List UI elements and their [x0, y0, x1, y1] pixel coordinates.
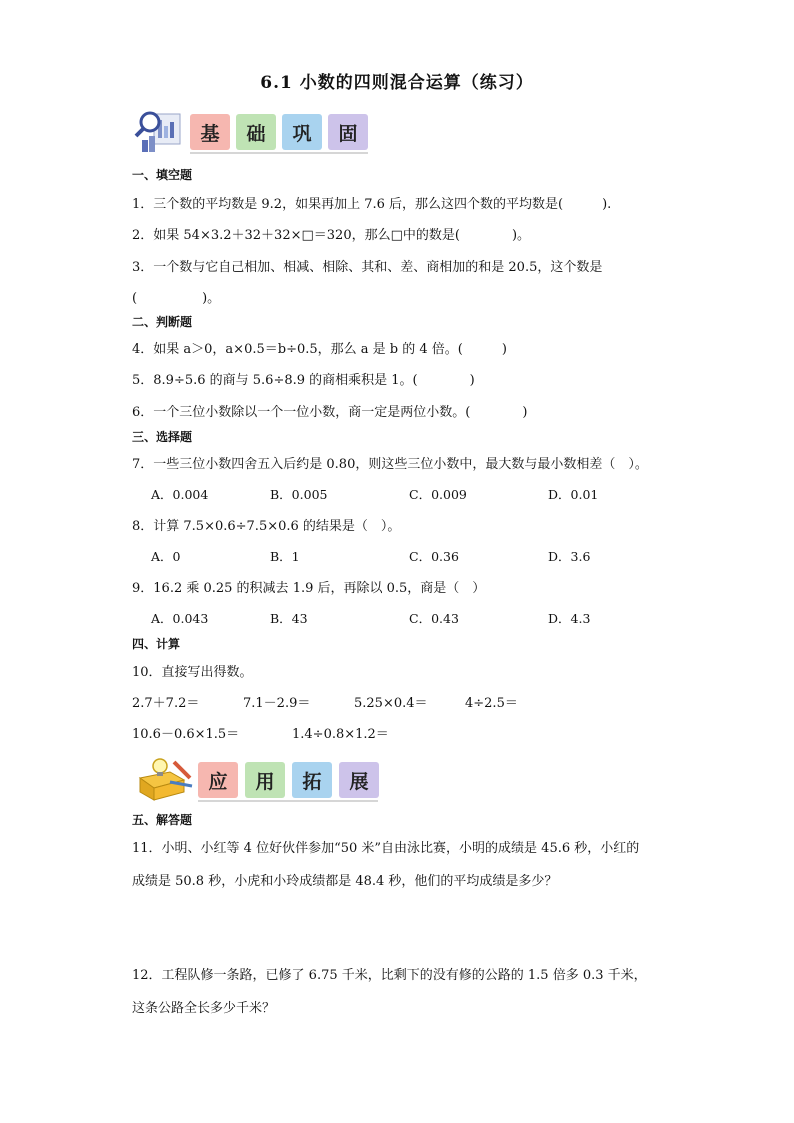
banner-char: 基 — [190, 114, 230, 150]
page-title: 6.1 小数的四则混合运算（练习） — [260, 73, 534, 93]
option-c: C．0.36 — [409, 549, 459, 564]
question-2: 2．如果 54×3.2＋32＋32×□＝320，那么□中的数是( )。 — [132, 228, 531, 243]
banner-extend — [198, 758, 378, 802]
calc-item: 5.25×0.4＝ — [354, 696, 428, 711]
banner-char: 础 — [236, 114, 276, 150]
option-b: B．1 — [270, 549, 300, 564]
option-c: C．0.43 — [409, 611, 459, 626]
calc-item: 7.1－2.9＝ — [243, 696, 311, 711]
section-heading: 二、判断题 — [132, 315, 193, 329]
banner-char: 固 — [328, 114, 368, 150]
question-3-blank: ( )。 — [132, 291, 221, 306]
option-b: B．43 — [270, 611, 308, 626]
question-12: 12．工程队修一条路，已修了 6.75 千米，比剩下的没有修的公路的 1.5 倍多 0.3 千米， — [132, 968, 647, 983]
section-heading: 四、计算 — [132, 637, 181, 651]
section-heading: 一、填空题 — [132, 168, 193, 182]
option-a: A．0 — [151, 549, 181, 564]
calc-item: 2.7＋7.2＝ — [132, 696, 200, 711]
question-12-cont: 这条公路全长多少千米？ — [132, 1001, 276, 1016]
banner-char: 用 — [245, 762, 285, 798]
banner-char: 应 — [198, 762, 238, 798]
option-d: D．0.01 — [548, 487, 599, 502]
question-4: 4．如果 a＞0，a×0.5＝b÷0.5，那么 a 是 b 的 4 倍。( ) — [132, 342, 507, 357]
question-3: 3．一个数与它自己相加、相减、相除、其和、差、商相加的和是 20.5，这个数是 — [132, 260, 603, 275]
magnifier-chart-icon — [134, 106, 184, 154]
option-a: A．0.043 — [151, 611, 209, 626]
question-8: 8．计算 7.5×0.6÷7.5×0.6 的结果是（ ）。 — [132, 519, 401, 534]
option-d: D．3.6 — [548, 549, 591, 564]
question-6: 6．一个三位小数除以一个一位小数，商一定是两位小数。( ) — [132, 405, 528, 420]
question-1: 1．三个数的平均数是 9.2，如果再加上 7.6 后，那么这四个数的平均数是( ). — [132, 197, 612, 212]
question-10: 10．直接写出得数。 — [132, 665, 253, 680]
question-9: 9．16.2 乘 0.25 的积减去 1.9 后，再除以 0.5，商是（ ） — [132, 581, 486, 596]
question-7: 7．一些三位小数四舍五入后约是 0.80，则这些三位小数中，最大数与最小数相差（ ）。 — [132, 457, 648, 472]
question-11: 11．小明、小红等 4 位好伙伴参加“50 米”自由泳比赛，小明的成绩是 45.6 秒，小红的 — [132, 841, 640, 856]
option-c: C．0.009 — [409, 487, 467, 502]
section-heading: 五、解答题 — [132, 813, 193, 827]
question-5: 5．8.9÷5.6 的商与 5.6÷8.9 的商相乘积是 1。( ) — [132, 373, 475, 388]
option-d: D．4.3 — [548, 611, 591, 626]
calc-item: 10.6－0.6×1.5＝ — [132, 727, 240, 742]
question-11-cont: 成绩是 50.8 秒，小虎和小玲成绩都是 48.4 秒，他们的平均成绩是多少？ — [132, 874, 558, 889]
option-b: B．0.005 — [270, 487, 328, 502]
option-a: A．0.004 — [151, 487, 209, 502]
lightbulb-toolbox-icon — [134, 756, 194, 802]
banner-char: 拓 — [292, 762, 332, 798]
banner-char: 巩 — [282, 114, 322, 150]
calc-item: 4÷2.5＝ — [465, 696, 518, 711]
banner-char: 展 — [339, 762, 379, 798]
section-heading: 三、选择题 — [132, 430, 193, 444]
calc-item: 1.4÷0.8×1.2＝ — [292, 727, 389, 742]
banner-basic — [190, 110, 368, 154]
